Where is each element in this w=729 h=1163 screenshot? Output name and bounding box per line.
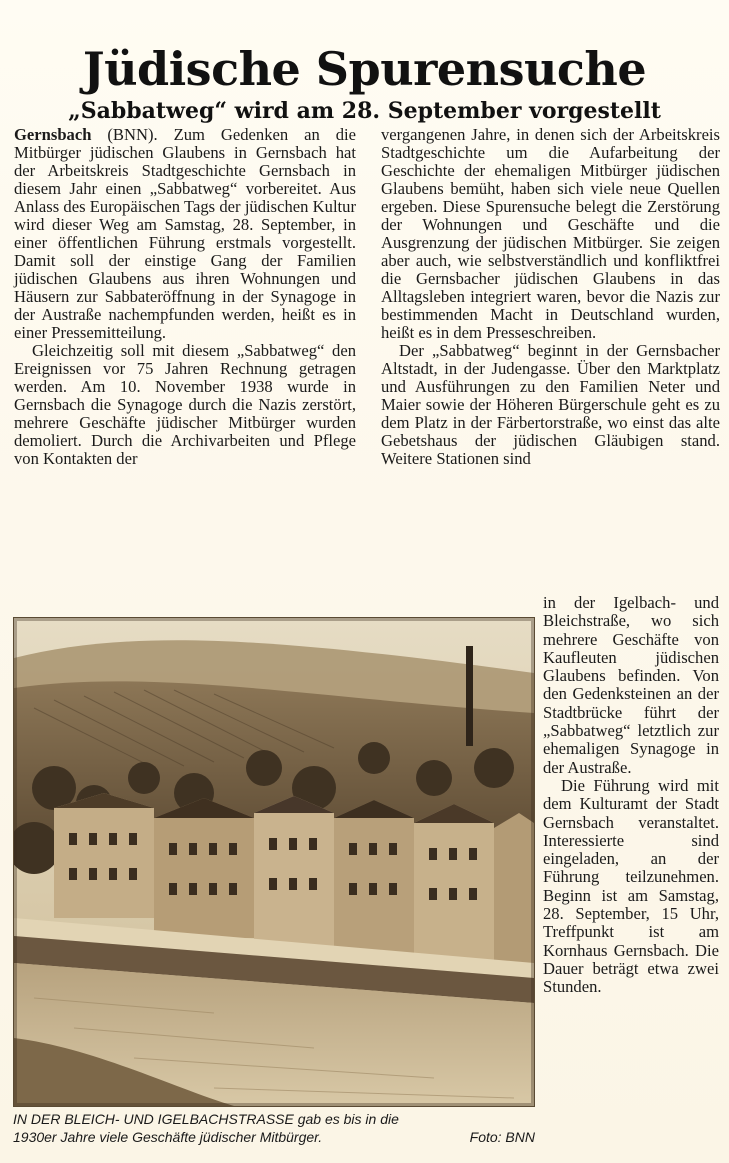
photo-caption <box>13 1110 535 1146</box>
paragraph-2: Gleichzeitig soll mit diesem „Sabbatweg“ den Ereignissen vor 75 Jahren Rechnung getragen werden. Am 10. November 1938 wurde in Gernsbach die Synagoge durch die Nazis zerstört, mehrere Geschäfte jüdischer Mitbürger wurden demoliert. Durch die Archivarbeiten und Pflege von Kontakten der <box>14 341 356 468</box>
article-column-right <box>381 126 720 468</box>
caption-line-2: 1930er Jahre viele Geschäfte jüdischer Mitbürger. <box>13 1129 323 1145</box>
headline: Jüdische Spurensuche <box>82 41 647 96</box>
photo-illustration <box>14 618 534 1106</box>
paragraph-1-text: (BNN). Zum Gedenken an die Mitbürger jüdischen Glaubens in Gernsbach hat der Arbeitskreis Stadtgeschichte Gernsbach in diesem Jahr einen „Sabbatweg“ vorbereitet. Aus Anlass des Europäischen Tags der jüdischen Kultur wird dieser Weg am Samstag, 28. September, in einer öffentlichen Führung erstmals vorgestellt. Damit soll der einstige Gang der Familien jüdischen Glaubens aus ihren Wohnungen und Häusern zur Sabbateröffnung in der Synagoge in der Austraße nachempfunden werden, heißt es in einer Pressemitteilung. <box>14 125 356 342</box>
paragraph-4: Der „Sabbatweg“ beginnt in der Gernsbacher Altstadt, in der Judengasse. Über den Marktplatz und Ausführungen zu den Familien Neter und Maier sowie der Höheren Bürgerschule geht es zu dem Platz in der Färbertorstraße, wo einst das alte Gebetshaus der jüdischen Gläubigen stand. Weitere Stationen sind <box>381 341 720 468</box>
paragraph-3: vergangenen Jahre, in denen sich der Arbeitskreis Stadtgeschichte um die Aufarbeitung der Geschichte der ehemaligen Mitbürger jüdischen Glaubens bemüht, haben sich viele neue Quellen ergeben. Diese Spurensuche belegt die Zerstörung der Wohnungen und Geschäfte und die Ausgrenzung der jüdischen Mitbürger. Sie zeigen aber auch, wie selbstverständlich und konfliktfrei die Gernsbacher jüdischen Glaubens in das Alltagsleben integriert waren, bevor die Nazis zur bestimmenden Macht in Deutschland wurden, heißt es in dem Presseschreiben. <box>381 125 720 342</box>
dateline: Gernsbach <box>14 125 92 144</box>
caption-line-2-row <box>13 1128 535 1146</box>
paragraph-1 <box>14 126 356 342</box>
article-column-narrow <box>543 594 719 997</box>
photo-credit: Foto: BNN <box>469 1129 535 1145</box>
caption-line-1: IN DER BLEICH- UND IGELBACHSTRASSE gab es bis in die <box>13 1111 399 1127</box>
historic-photo <box>13 617 535 1107</box>
subheadline: „Sabbatweg“ wird am 28. September vorgestellt <box>68 98 661 125</box>
article-column-left <box>14 126 356 468</box>
paragraph-5: Die Führung wird mit dem Kulturamt der Stadt Gernsbach veranstaltet. Interessierte sind eingeladen, an der Führung teilzunehmen. Beginn ist am Samstag, 28. September, 15 Uhr, Treffpunkt ist am Kornhaus Gernsbach. Die Dauer beträgt etwa zwei Stunden. <box>543 775 719 997</box>
paragraph-4-continued: in der Igelbach- und Bleichstraße, wo sich mehrere Geschäfte von Kaufleuten jüdischen Glaubens befinden. Von den Gedenksteinen an der Stadtbrücke führt der „Sabbatweg“ letztlich zur ehemaligen Synagoge in der Austraße. <box>543 593 719 777</box>
